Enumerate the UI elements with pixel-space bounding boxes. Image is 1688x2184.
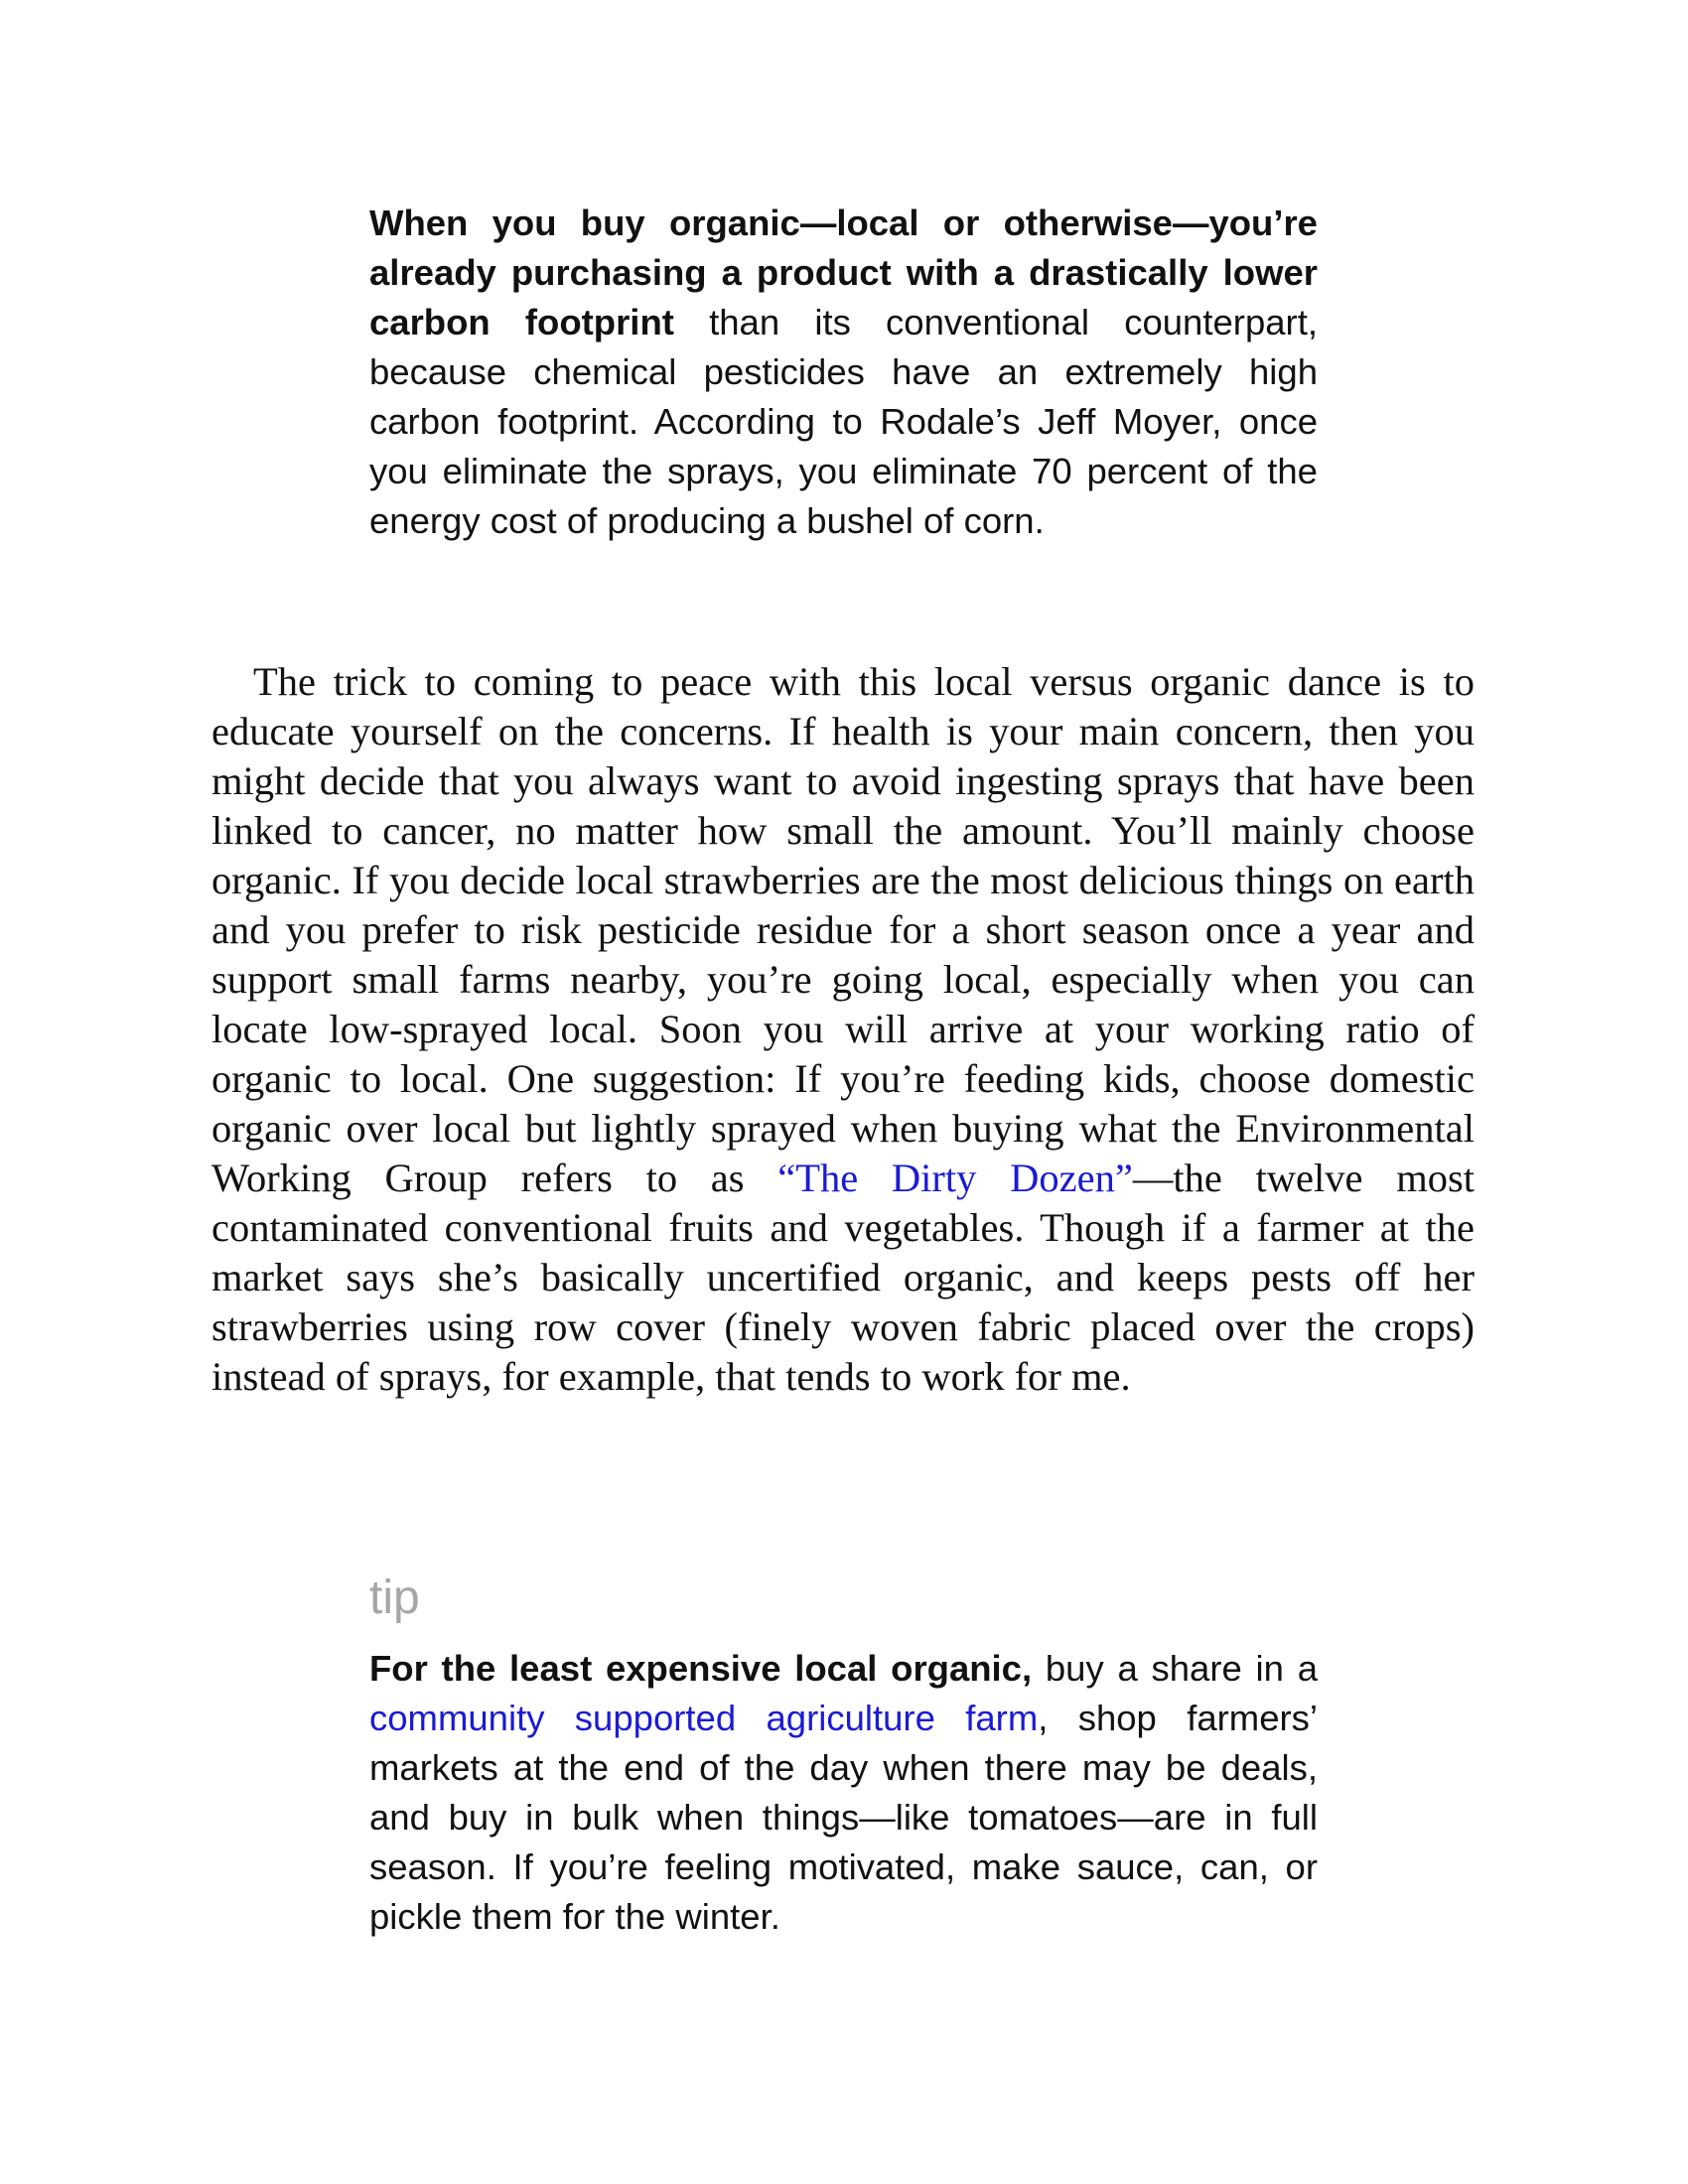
body-text-before-link: The trick to coming to peace with this local versus organic dance is to educate yourself on the concerns. If health is your main concern, then you might decide that you always want to avoid ingesting sprays that have been linked to cancer, no matter how small the amount. You’ll mainly choose organic. If you decide local strawberries are the most delicious things on earth and you prefer to risk pesticide residue for a short season once a year and support small farms nearby, you’re going local, especially when you can locate low-sprayed local. Soon you will arrive at your working ratio of organic to local. One suggestion: If you’re feeding kids, choose domestic organic over local but lightly sprayed when buying what the Environmental Working Group refers to as	[211, 659, 1475, 1200]
csa-farm-link[interactable]: community supported agriculture farm	[369, 1698, 1039, 1738]
tip-text-after-link: , shop farmers’ markets at the end of the day when there may be deals, and buy in bulk when things—like tomatoes—are in full season. If you’re feeling motivated, make sauce, can, or pickle them for the winter.	[369, 1698, 1319, 1937]
tip-text-before-link: buy a share in a	[1032, 1648, 1318, 1689]
carbon-footprint-callout	[369, 199, 1318, 546]
callout-text: than its conventional counterpart, because chemical pesticides have an extremely high carbon footprint. According to Rodale’s Jeff Moyer, once you eliminate the sprays, you eliminate 70 percent of the energy cost of producing a bushel of corn.	[369, 302, 1318, 541]
tip-callout	[369, 1644, 1318, 1942]
tip-bold-lead: For the least expensive local organic,	[369, 1648, 1033, 1689]
body-paragraph	[211, 657, 1475, 1402]
tip-heading: tip	[369, 1571, 420, 1624]
dirty-dozen-link[interactable]: “The Dirty Dozen”	[777, 1156, 1133, 1200]
callout-bold-lead: When you buy organic—local or otherwise—you’re already purchasing a product with a drastically lower carbon footprint	[369, 203, 1318, 342]
body-text-after-link: —the twelve most contaminated conventional fruits and vegetables. Though if a farmer at the market says she’s basically uncertified organic, and keeps pests off her strawberries using row cover (finely woven fabric placed over the crops) instead of sprays, for example, that tends to work for me.	[211, 1156, 1475, 1399]
